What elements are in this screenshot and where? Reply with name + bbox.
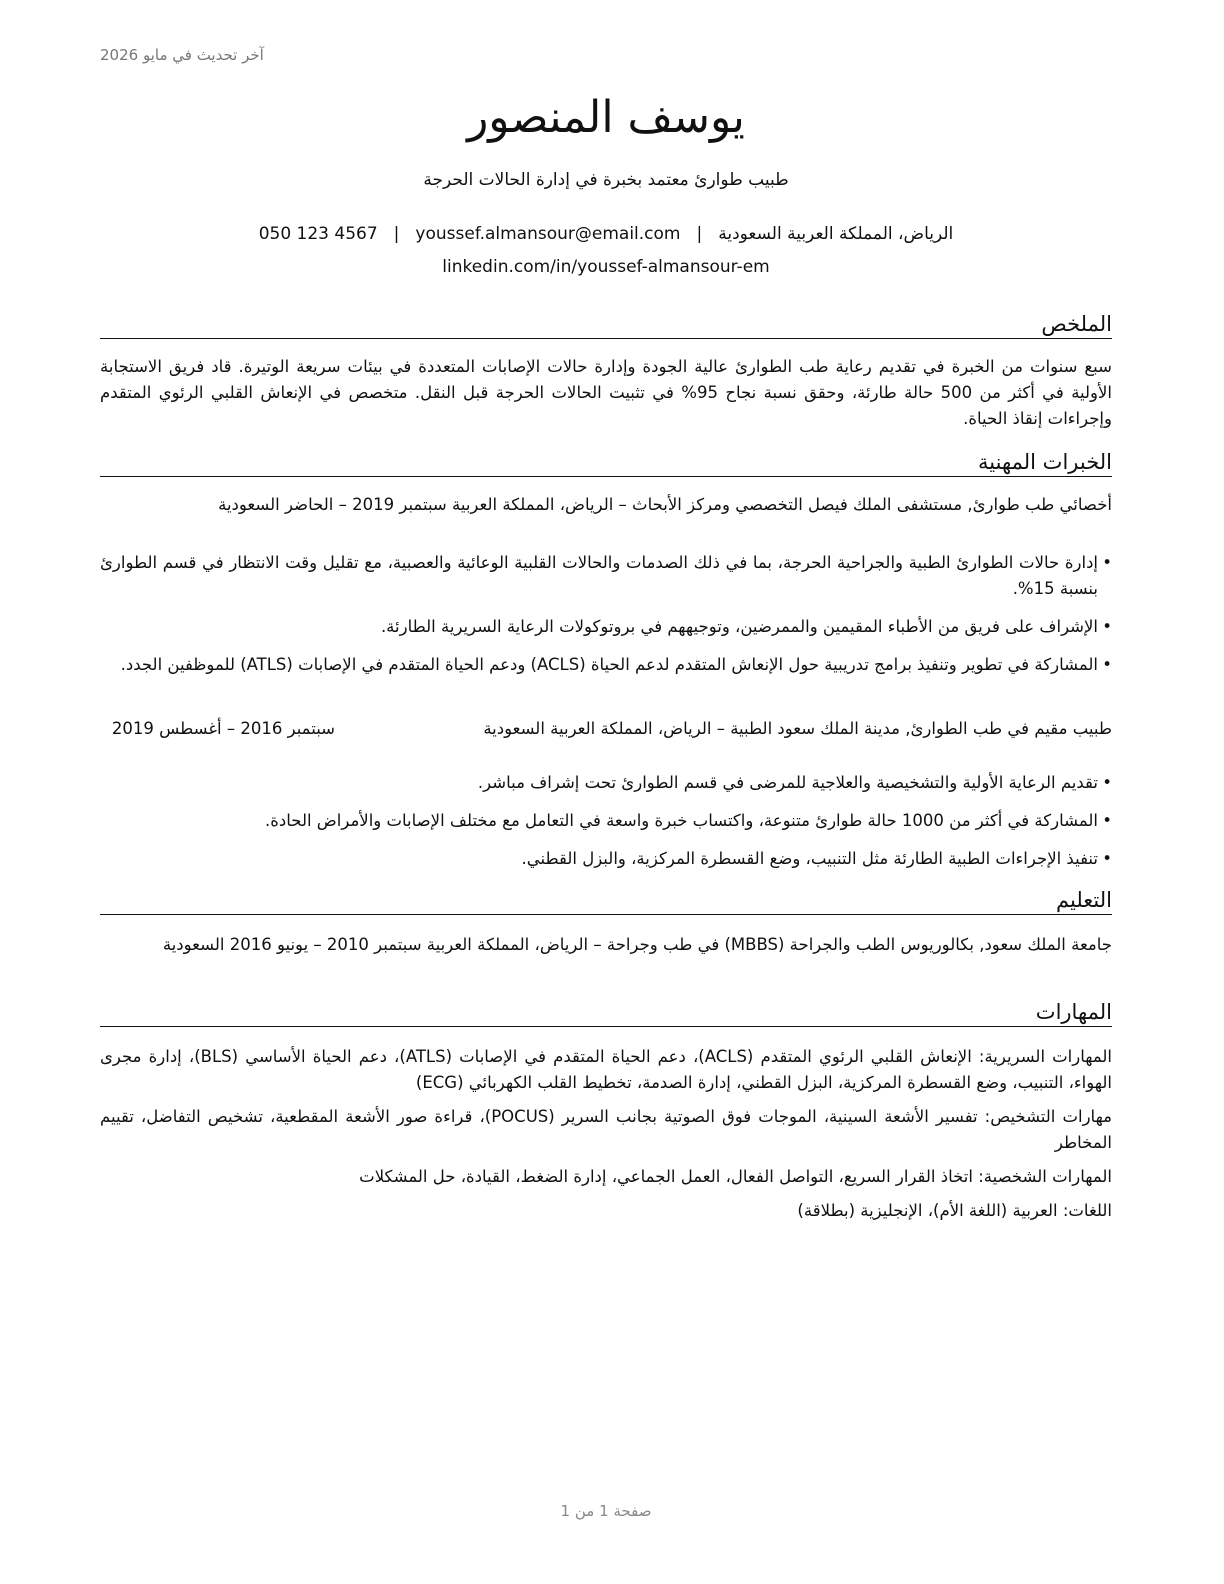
- list-item: • تنفيذ الإجراءات الطبية الطارئة مثل التنبيب، وضع القسطرة المركزية، والبزل القطني.: [100, 846, 1112, 872]
- job-heading-2: [100, 716, 1112, 742]
- candidate-name: يوسف المنصور: [467, 92, 745, 143]
- skill-line-soft: المهارات الشخصية: اتخاذ القرار السريع، التواصل الفعال، العمل الجماعي، إدارة الضغط، القيادة، حل المشكلات: [359, 1167, 1112, 1186]
- summary-heading: الملخص: [100, 312, 1112, 339]
- linkedin-link[interactable]: linkedin.com/in/youssef-almansour-em: [442, 257, 770, 277]
- experience-heading: الخبرات المهنية: [100, 450, 1112, 477]
- summary-text: سبع سنوات من الخبرة في تقديم رعاية طب الطوارئ عالية الجودة وإدارة حالات الإصابات المتعددة في بيئات سريعة الوتيرة. قاد فريق الاستجابة الأولية في أكثر من 500 حالة طارئة، وحقق نسبة نجاح 95% في تثبيت الحالات الحرجة قبل النقل. متخصص في الإنعاش القلبي الرئوي المتقدم وإجراءات إنقاذ الحياة.: [100, 357, 1113, 428]
- location-text: الرياض، المملكة العربية السعودية: [718, 224, 954, 244]
- job-bullets-1: [100, 550, 1112, 690]
- last-updated-note: آخر تحديث في مايو 2026: [100, 46, 264, 64]
- skill-line-clinical: المهارات السريرية: الإنعاش القلبي الرئوي المتقدم (ACLS)، دعم الحياة المتقدم في الإصابات (ATLS)، دعم الحياة الأساسي (BLS)، إدارة مجرى الهواء، التنبيب، وضع القسطرة المركزية، البزل القطني، إدارة الصدمة، تخطيط القلب الكهربائي (ECG): [100, 1047, 1113, 1092]
- contact-line: [100, 224, 1112, 244]
- contact-separator: |: [393, 224, 400, 244]
- candidate-headline: طبيب طوارئ معتمد بخبرة في إدارة الحالات الحرجة: [423, 170, 789, 190]
- education-entry: جامعة الملك سعود, بكالوريوس الطب والجراحة (MBBS) في طب وجراحة – الرياض، المملكة العربية سبتمبر 2010 – يونيو 2016 السعودية: [162, 935, 1112, 954]
- contact-separator: |: [696, 224, 703, 244]
- phone-number[interactable]: 050 123 4567: [258, 224, 378, 244]
- resume-page: [100, 0, 1112, 1584]
- skills-heading: المهارات: [100, 1000, 1112, 1027]
- job-bullets-2: [100, 770, 1112, 884]
- job-dates-2: سبتمبر 2016 – أغسطس 2019: [111, 719, 335, 738]
- list-item: • تقديم الرعاية الأولية والتشخيصية والعلاجية للمرضى في قسم الطوارئ تحت إشراف مباشر.: [100, 770, 1112, 796]
- list-item: • المشاركة في تطوير وتنفيذ برامج تدريبية حول الإنعاش المتقدم لدعم الحياة (ACLS) ودعم الحياة المتقدم في الإصابات (ATLS) للموظفين الجدد.: [100, 652, 1112, 678]
- list-item: • إدارة حالات الطوارئ الطبية والجراحية الحرجة، بما في ذلك الصدمات والحالات القلبية الوعائية والعصبية، مع تقليل وقت الانتظار في قسم الطوارئ بنسبة 15%.: [100, 550, 1112, 602]
- email-link[interactable]: youssef.almansour@email.com: [415, 224, 681, 244]
- list-item: • المشاركة في أكثر من 1000 حالة طوارئ متنوعة، واكتساب خبرة واسعة في التعامل مع مختلف الإصابات والأمراض الحادة.: [100, 808, 1112, 834]
- list-item: • الإشراف على فريق من الأطباء المقيمين والممرضين، وتوجيههم في بروتوكولات الرعاية السريرية الطارئة.: [100, 614, 1112, 640]
- skill-line-diagnostic: مهارات التشخيص: تفسير الأشعة السينية، الموجات فوق الصوتية بجانب السرير (POCUS)، قراءة صور الأشعة المقطعية، تشخيص التفاضل، تقييم المخاطر: [100, 1107, 1113, 1152]
- job-role-2: طبيب مقيم في طب الطوارئ, مدينة الملك سعود الطبية – الرياض، المملكة العربية السعودية: [483, 719, 1112, 738]
- page-number: صفحة 1 من 1: [560, 1502, 652, 1520]
- skill-line-languages: اللغات: العربية (اللغة الأم)، الإنجليزية (بطلاقة): [797, 1201, 1112, 1220]
- job-heading-1: أخصائي طب طوارئ, مستشفى الملك فيصل التخصصي ومركز الأبحاث – الرياض، المملكة العربية سبتمبر 2019 – الحاضر السعودية: [218, 495, 1112, 514]
- education-heading: التعليم: [100, 888, 1112, 915]
